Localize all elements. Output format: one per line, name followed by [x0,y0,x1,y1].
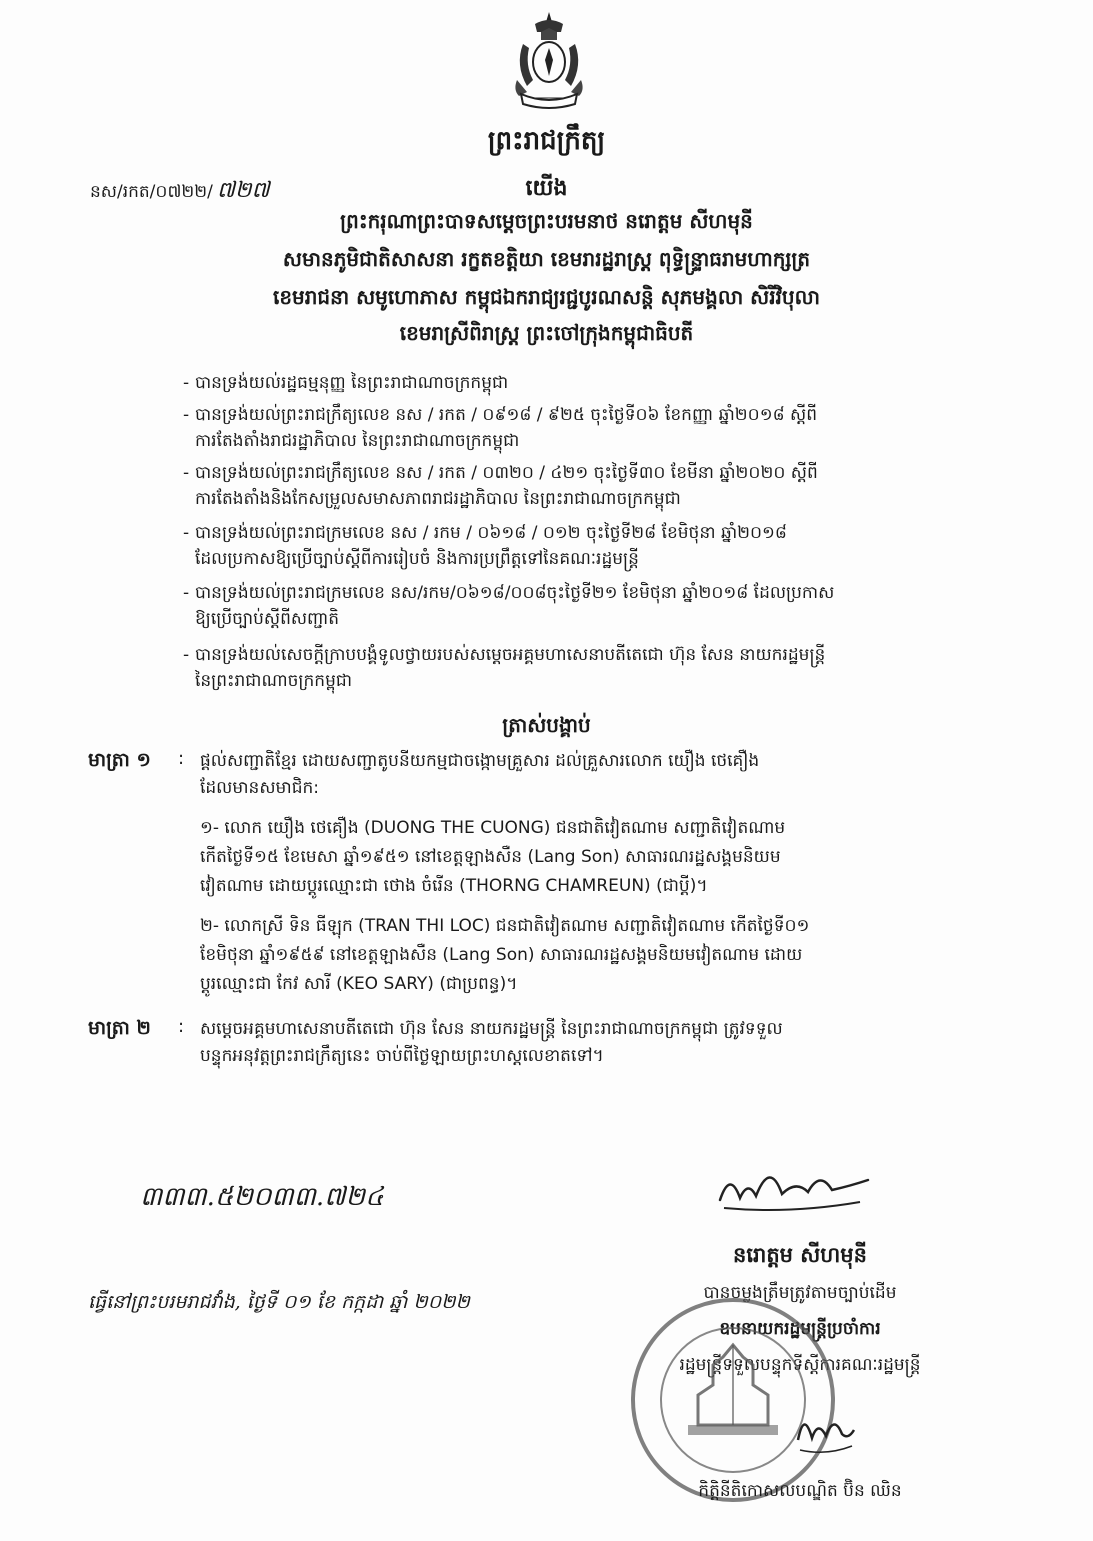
handwritten-date: ៣៣៣.៥២០៣៣.៧២៤ [140,1182,384,1212]
article-2-label: មាត្រា ២ [88,1017,151,1039]
place-and-date: ធ្វើនៅព្រះបរមរាជវាំង, ថ្ងៃទី ០១ ខែ កក្កដា ឆ្នាំ ២០២២ [88,1291,470,1313]
article-colon: : [178,1016,185,1037]
article-colon: : [178,748,185,769]
royal-signature [700,1150,880,1220]
reference-handwritten: ៧២៧ [216,178,270,203]
royal-title-line: ខេមរាស្រីពិរាស្ត្រ ព្រះចៅក្រុងកម្ពុជាធិបតី [399,321,694,345]
member-2: ២- លោកស្រី ទិន ធីឡុក (TRAN THI LOC) ជនជាតិវៀតណាម សញ្ជាតិវៀតណាម កើតថ្ងៃទី០១ ខែមិថុនា ឆ្នាំ១៩៥៩ នៅខេត្តឡាងសឺន (Lang Son) សាធារណរដ្ឋសង្គមនិយមវៀតណាម ដោយ ប្ដូរឈ្មោះជា កែវ សារី (KEO SARY) (ជាប្រពន្ធ)។ [200,916,810,994]
recital-item: - បានទ្រង់យល់ព្រះរាជក្រមលេខ នស/រកម/០៦១៨/០០៨ចុះថ្ងៃទី២១ ខែមិថុនា ឆ្នាំ២០១៨ ដែលប្រកាស ឱ្យប្រើច្បាប់ស្ដីពីសញ្ជាតិ [183,583,835,629]
minister-signature [790,1400,860,1460]
article-2-text: សម្ដេចអគ្គមហាសេនាបតីតេជោ ហ៊ុន សែន នាយករដ្ឋមន្ត្រី នៃព្រះរាជាណាចក្រកម្ពុជា ត្រូវទទួល បន្ទុកអនុវត្តព្រះរាជក្រឹត្យនេះ ចាប់ពីថ្ងៃឡាយព្រះហស្តលេខាតទៅ។ [200,1019,783,1066]
certified-copy-line: បានចម្លងត្រឹមត្រូវតាមច្បាប់ដើម [703,1283,897,1303]
recital-item: - បានទ្រង់យល់រដ្ឋធម្មនុញ្ញ នៃព្រះរាជាណាចក្រកម្ពុជា [183,373,509,393]
decree-title: ព្រះរាជក្រឹត្យ [487,126,606,156]
orders-heading: ត្រាស់បង្គាប់ [502,713,591,737]
recital-item: - បានទ្រង់យល់សេចក្ដីក្រាបបង្គំទូលថ្វាយរបស់សម្ដេចអគ្គមហាសេនាបតីតេជោ ហ៊ុន សែន នាយករដ្ឋមន្ត្រី នៃព្រះរាជាណាចក្រកម្ពុជា [183,645,826,691]
signer-name: នរោត្តម សីហមុនី [733,1243,867,1267]
royal-title-line: ព្រះករុណាព្រះបាទសម្ដេចព្រះបរមនាថ នរោត្តម សីហមុនី [340,209,753,233]
recital-item: - បានទ្រង់យល់ព្រះរាជក្រឹត្យលេខ នស / រកត / ០៩១៨ / ៩២៥ ចុះថ្ងៃទី០៦ ខែកញ្ញា ឆ្នាំ២០១៨ ស្ដីពី ការតែងតាំងរាជរដ្ឋាភិបាល នៃព្រះរាជាណាចក្រកម្ពុជា [183,405,817,451]
recital-item: - បានទ្រង់យល់ព្រះរាជក្រឹត្យលេខ នស / រកត / ០៣២០ / ៤២១ ចុះថ្ងៃទី៣០ ខែមីនា ឆ្នាំ២០២០ ស្ដីពី ការតែងតាំងនិងកែសម្រួលសមាសភាពរាជរដ្ឋាភិបាល នៃព្រះរាជាណាចក្រកម្ពុជា [183,463,818,509]
minister-line: រដ្ឋមន្ត្រីទទួលបន្ទុកទីស្ដីការគណៈរដ្ឋមន្ត្រី [679,1355,921,1375]
royal-crest-emblem [505,10,593,110]
article-1-text: ផ្ដល់សញ្ជាតិខ្មែរ ដោយសញ្ជាតូបនីយកម្មជាចង្កោមគ្រួសារ ដល់គ្រួសារលោក យឿង ថេគឿង ដែលមានសមាជិក: [200,751,760,798]
reference-prefix: នស/រកត/០៧២២/ [90,182,213,202]
deputy-pm-line: ឧបនាយករដ្ឋមន្ត្រីប្រចាំការ [719,1319,881,1339]
we-heading: យើង [525,176,568,201]
royal-title-line: សមានភូមិជាតិសាសនា រក្ខតខត្តិយា ខេមរារដ្ឋរាស្ត្រ ពុទ្ធិន្ទ្រាធរាមហាក្សត្រ [282,247,811,271]
recital-item: - បានទ្រង់យល់ព្រះរាជក្រមលេខ នស / រកម / ០៦១៨ / ០១២ ចុះថ្ងៃទី២៨ ខែមិថុនា ឆ្នាំ២០១៨ ដែលប្រកាសឱ្យប្រើច្បាប់ស្ដីពីការរៀបចំ និងការប្រព្រឹត្តទៅនៃគណៈរដ្ឋមន្ត្រី [183,523,787,569]
signer-title-name: កិត្តិនីតិកោសលបណ្ឌិត ប៊ិន ឈិន [698,1481,902,1501]
member-1: ១- លោក យឿង ថេគឿង (DUONG THE CUONG) ជនជាតិវៀតណាម សញ្ជាតិវៀតណាម កើតថ្ងៃទី១៥ ខែមេសា ឆ្នាំ១៩៥១ នៅខេត្តឡាងសឺន (Lang Son) សាធារណរដ្ឋសង្គមនិយម វៀតណាម ដោយប្ដូរឈ្មោះជា ថោង ចំរើន (THORNG CHAMREUN) (ជាប្ដី)។ [200,818,786,896]
article-1-label: មាត្រា ១ [88,749,151,771]
royal-title-line: ខេមរាជនា សមូហោភាស កម្ពុជឯករាជ្យរជ្ជបូរណសន្តិ សុភមង្គលា សិរីវិបុលា [273,285,820,309]
